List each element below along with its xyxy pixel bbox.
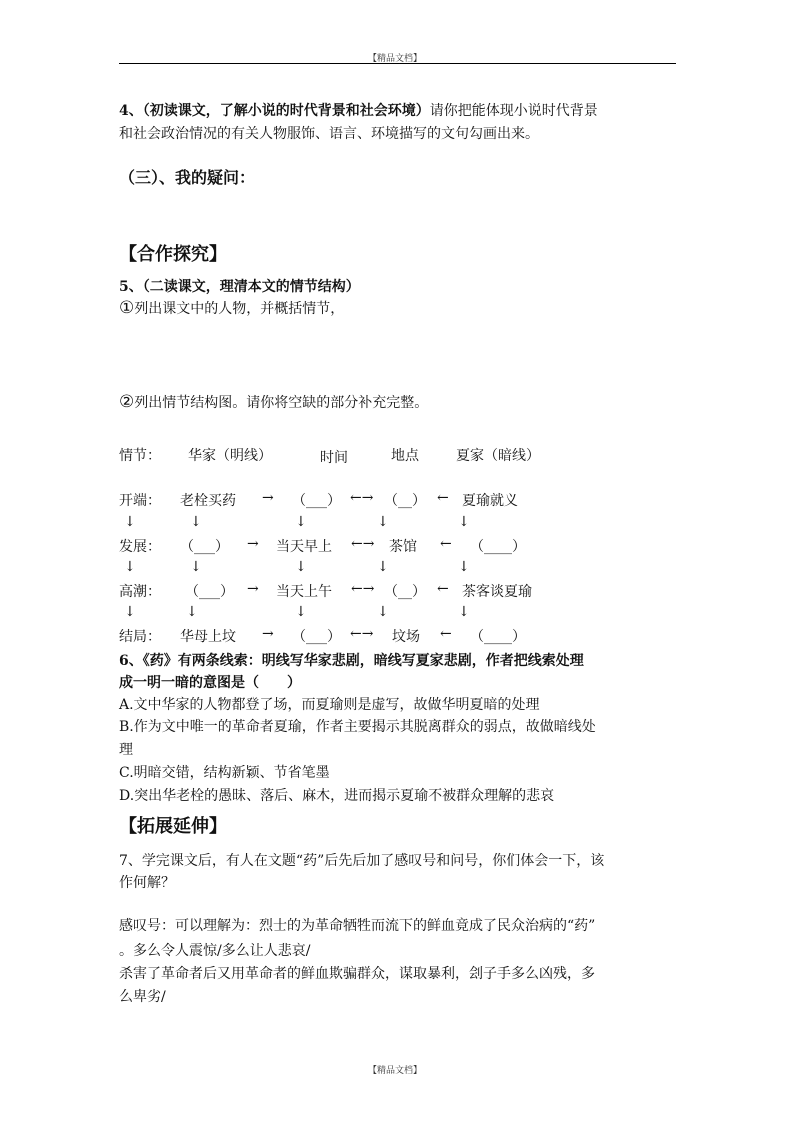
page-header: 【精品文档】 <box>368 54 423 64</box>
down-arrow: ↓ <box>377 604 389 620</box>
plot-head-hua: 华家（明线） <box>188 448 272 464</box>
plot-cell-place: 茶馆 <box>389 539 417 555</box>
plot-cell-time: （___） <box>292 629 341 645</box>
plot-arrow: → <box>262 490 274 506</box>
plot-head-xia: 夏家（暗线） <box>456 448 540 464</box>
plot-cell-hua: （___） <box>185 584 234 600</box>
down-arrow: ↓ <box>458 514 470 530</box>
down-arrow: ↓ <box>458 604 470 620</box>
plot-arrow: → <box>247 536 259 552</box>
question-6-option-c: C.明暗交错，结构新颖、节省笔墨 <box>119 765 330 781</box>
question-4-line-1 <box>119 100 598 120</box>
down-arrow: ↓ <box>377 514 389 530</box>
plot-cell-hua: 老栓买药 <box>180 493 236 509</box>
plot-arrow: ←→ <box>351 581 375 597</box>
plot-cell-place: （__） <box>384 584 426 600</box>
answer-line-4: 么卑劣/ <box>119 989 166 1005</box>
plot-cell-time: 当天早上 <box>276 539 332 555</box>
header-rule <box>119 63 676 64</box>
extension-title: 【拓展延伸】 <box>119 816 227 837</box>
down-arrow: ↓ <box>295 604 307 620</box>
plot-cell-hua: 华母上坟 <box>180 629 236 645</box>
circled-one-mark: ① <box>119 298 135 318</box>
plot-arrow: ←→ <box>350 626 374 642</box>
question-7-line-2: 作何解？ <box>119 875 175 891</box>
plot-arrow: ← <box>437 581 449 597</box>
plot-arrow: ←→ <box>351 536 375 552</box>
plot-cell-xia: （____） <box>470 629 526 645</box>
plot-row-label: 发展： <box>119 539 161 555</box>
question-6-option-d: D.突出华老栓的愚昧、落后、麻木，进而揭示夏瑜不被群众理解的悲哀 <box>119 788 555 804</box>
page-footer: 【精品文档】 <box>368 1066 423 1076</box>
question-6-option-a: A.文中华家的人物都登了场，而夏瑜则是虚写，故做华明夏暗的处理 <box>119 697 540 713</box>
plot-head-label: 情节： <box>119 448 161 464</box>
question-6-option-b-line-2: 理 <box>119 742 133 758</box>
down-arrow: ↓ <box>458 559 470 575</box>
question-4-bold: （初读课文，了解小说的时代背景和社会环境） <box>142 103 430 119</box>
plot-cell-place: 坟场 <box>392 629 420 645</box>
plot-row-label: 开端： <box>119 493 161 509</box>
plot-cell-time: （___） <box>292 493 341 509</box>
plot-arrow: ← <box>440 536 452 552</box>
circled-two-mark: ② <box>119 392 135 412</box>
cooperative-inquiry-title: 【合作探究】 <box>119 244 227 265</box>
question-6-stem-line-2: 成一明一暗的意图是（ ） <box>119 675 301 691</box>
down-arrow: ↓ <box>377 559 389 575</box>
question-6-option-b-line-1: B.作为文中唯一的革命者夏瑜，作者主要揭示其脱离群众的弱点，故做暗线处 <box>119 719 596 735</box>
plot-arrow: ←→ <box>350 490 374 506</box>
question-5-sub-2 <box>119 392 428 412</box>
down-arrow: ↓ <box>295 559 307 575</box>
plot-arrow: ← <box>440 626 452 642</box>
question-5-title: 5、（二读课文，理清本文的情节结构） <box>119 279 360 295</box>
question-5-sub-2-text: 列出情节结构图。请你将空缺的部分补充完整。 <box>134 395 429 411</box>
plot-arrow: → <box>247 581 259 597</box>
plot-arrow: → <box>262 626 274 642</box>
section-my-questions-title: （三）、我的疑问： <box>119 168 256 187</box>
plot-row-label: 高潮： <box>119 584 161 600</box>
plot-cell-xia: 茶客谈夏瑜 <box>462 584 532 600</box>
down-arrow: ↓ <box>124 559 136 575</box>
answer-line-3: 杀害了革命者后又用革命者的鲜血欺骗群众，谋取暴利，刽子手多么凶残，多 <box>119 966 595 982</box>
down-arrow: ↓ <box>190 514 202 530</box>
plot-row-label: 结局： <box>119 629 161 645</box>
plot-cell-time: 当天上午 <box>276 584 332 600</box>
question-7-line-1: 7、学完课文后，有人在文题“药”后先后加了感叹号和问号，你们体会一下，该 <box>119 853 605 869</box>
down-arrow: ↓ <box>295 514 307 530</box>
question-4-rest: 请你把能体现小说时代背景 <box>429 103 598 119</box>
down-arrow: ↓ <box>124 604 136 620</box>
question-4-line-2: 和社会政治情况的有关人物服饰、语言、环境描写的文句勾画出来。 <box>119 126 539 142</box>
plot-head-place: 地点 <box>391 448 419 464</box>
question-4-number: 4、 <box>119 103 143 119</box>
answer-line-2: 。多么令人震惊/多么让人悲哀/ <box>119 943 311 959</box>
down-arrow: ↓ <box>124 514 136 530</box>
plot-head-time: 时间 <box>320 450 348 466</box>
question-6-stem-line-1: 6、《药》有两条线索：明线写华家悲剧，暗线写夏家悲剧，作者把线索处理 <box>119 653 584 669</box>
plot-cell-xia: （____） <box>470 539 526 555</box>
question-5-sub-1-text: 列出课文中的人物，并概括情节， <box>134 301 345 317</box>
answer-line-1: 感叹号：可以理解为：烈士的为革命牺牲而流下的鲜血竟成了民众治病的“药” <box>119 918 596 934</box>
plot-cell-xia: 夏瑜就义 <box>462 493 518 509</box>
down-arrow: ↓ <box>190 559 202 575</box>
plot-cell-place: （__） <box>384 493 426 509</box>
question-5-sub-1 <box>119 298 344 318</box>
down-arrow: ↓ <box>186 604 198 620</box>
plot-cell-hua: （___） <box>180 539 229 555</box>
plot-arrow: ← <box>437 490 449 506</box>
